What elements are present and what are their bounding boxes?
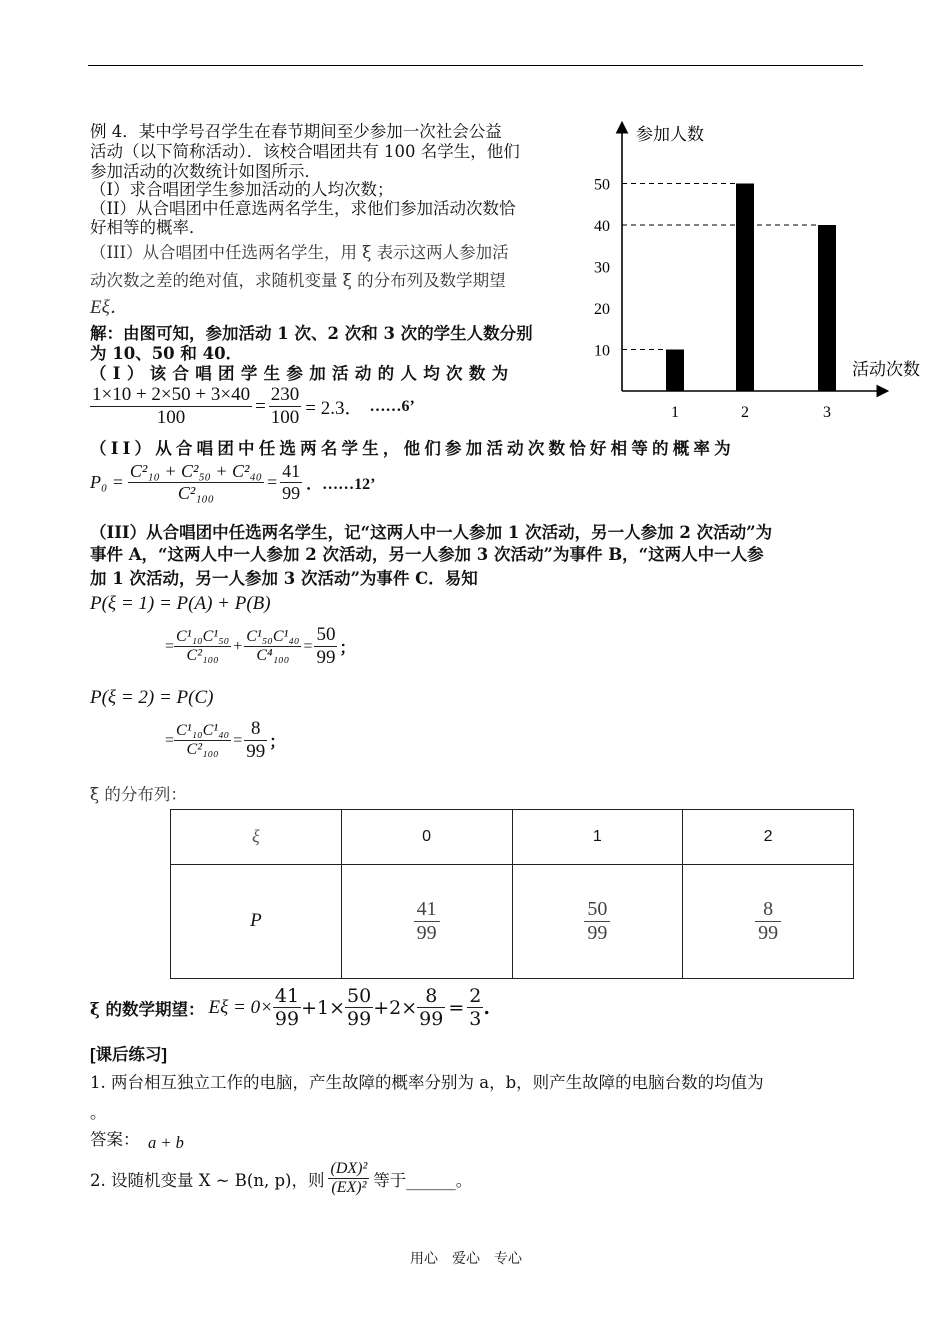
eq2-frac-num: C¹₁₀C¹₄₀: [176, 722, 230, 739]
part2-score: ．……12’: [306, 476, 376, 493]
y-axis-label: 参加人数: [636, 125, 704, 144]
prob-num: 41: [414, 898, 440, 922]
prob-den: 99: [758, 921, 779, 944]
table-cell: 0: [341, 810, 512, 865]
answer-label: 答案：: [90, 1130, 140, 1149]
eq1-frac-2: [244, 628, 301, 665]
eq1-frac-1-den: C²₁₀₀: [186, 647, 219, 664]
expect-op: +2×: [373, 996, 418, 1019]
chart-bar: [818, 225, 836, 391]
x-tick-label: 2: [741, 404, 749, 421]
exercise-2-blank: 等于______。: [373, 1170, 473, 1190]
y-tick-label: 30: [594, 259, 610, 277]
eq1-frac-2-den: C⁴₁₀₀: [256, 647, 290, 664]
part1-denominator: 100: [156, 407, 186, 428]
y-tick-label: 40: [594, 218, 610, 235]
equals-sign: =: [165, 731, 175, 749]
part1-equation: [90, 384, 415, 429]
prob-fraction: [414, 898, 440, 945]
solution-line-2: 为 10、50 和 40．: [90, 344, 243, 363]
frac-den: 99: [274, 1008, 300, 1030]
part1-result: = 2.3．: [305, 398, 364, 419]
expectation-label: ξ 的数学期望：: [90, 999, 205, 1019]
x-tick-label: 1: [671, 404, 679, 421]
exercise-2-text: 2. 设随机变量 X ~ B(n, p)，则: [90, 1170, 325, 1190]
equals-sign: =: [266, 472, 278, 492]
table-cell: 1: [512, 810, 683, 865]
distribution-table: [170, 809, 854, 979]
table-cell: [683, 864, 854, 978]
prob-fraction: [755, 898, 781, 945]
eq1-frac-1: [174, 628, 231, 665]
frac-den: 99: [419, 1008, 444, 1030]
frac-den: 99: [347, 1008, 372, 1030]
eq1-result-num: 50: [316, 624, 336, 645]
y-tick-label: 20: [594, 301, 610, 318]
prob-num: 8: [755, 898, 781, 922]
exercise-1: 1. 两台相互独立工作的电脑，产生故障的概率分别为 a，b，则产生故障的电脑台数的均值为: [90, 1073, 764, 1092]
table-cell: ξ: [171, 810, 342, 865]
expect-result: [467, 985, 483, 1030]
plus-sign: +: [233, 637, 243, 655]
answer-1: a + b: [148, 1133, 184, 1152]
problem-line-8: 动次数之差的绝对值，求随机变量 ξ 的分布列及数学期望: [90, 271, 506, 290]
part1-fraction-2: [269, 384, 302, 429]
eq1-expansion: [165, 624, 355, 669]
table-cell: [341, 864, 512, 978]
distribution-label: ξ 的分布列：: [90, 785, 187, 804]
exercise-2-den: (EX)²: [331, 1179, 367, 1196]
semicolon: ；: [339, 640, 356, 657]
equals-sign: =: [303, 637, 313, 655]
expectation-line: [90, 985, 490, 1030]
solution-line-1: 解：由图可知，参加活动 1 次、2 次和 3 次的学生人数分别: [90, 324, 533, 343]
exercise-2-fraction: [328, 1160, 369, 1197]
y-tick-label: 10: [594, 342, 610, 360]
part1-text: （I）该合唱团学生参加活动的人均次数为: [90, 364, 515, 383]
eq1-frac-1-num: C¹₁₀C¹₅₀: [176, 628, 230, 645]
frac-num: 8: [417, 985, 445, 1008]
part1-denominator-2: 100: [270, 407, 300, 428]
frac-num: 2: [469, 985, 482, 1007]
semicolon: ；: [269, 734, 286, 751]
table-cell: [512, 864, 683, 978]
eq1-frac-2-num: C¹₅₀C¹₄₀: [246, 628, 300, 645]
x-tick-label: 3: [823, 404, 831, 421]
activity-bar-chart: [580, 110, 920, 430]
equals-sign: =: [448, 996, 465, 1019]
exercise-2: [90, 1160, 472, 1197]
problem-line-5: （II）从合唱团中任意选两名学生，求他们参加活动次数恰: [90, 199, 516, 218]
period: .: [483, 996, 490, 1019]
eq2-expansion: [165, 718, 285, 763]
part3-line-2: 事件 A，“这两人中一人参加 2 次活动，另一人参加 3 次活动”为事件 B，“这两人中一人参: [90, 545, 764, 564]
part2-result-num: 41: [282, 461, 301, 481]
problem-line-9: Eξ．: [90, 297, 129, 318]
equals-sign: =: [233, 731, 243, 749]
part2-fraction: [128, 461, 264, 504]
frac-den: 3: [469, 1008, 482, 1030]
frac-num: 50: [347, 985, 372, 1007]
problem-line-1: 例 4．某中学号召学生在春节期间至少参加一次社会公益: [90, 122, 502, 141]
prob-den: 99: [587, 921, 608, 944]
part1-numerator: 1×10 + 2×50 + 3×40: [92, 384, 251, 405]
table-row: [171, 864, 854, 978]
part1-numerator-2: 230: [270, 384, 300, 405]
y-tick-label: 50: [594, 176, 610, 194]
chart-bar: [666, 350, 684, 392]
eq2-line: P(ξ = 2) = P(C): [90, 687, 214, 708]
part3-line-3: 加 1 次活动，另一人参加 3 次活动”为事件 C．易知: [90, 569, 478, 588]
eq2-result: [244, 718, 267, 763]
expect-frac-2: [345, 985, 373, 1030]
eq2-frac-den: C²₁₀₀: [186, 741, 219, 758]
chart-bar: [736, 184, 754, 392]
part1-score: ……6’: [369, 397, 415, 415]
x-axis-label: 活动次数: [852, 360, 920, 379]
exercises-heading: [课后练习]: [90, 1046, 167, 1064]
table-cell: 2: [683, 810, 854, 865]
expect-op: +1×: [301, 996, 346, 1019]
part2-result-den: 99: [282, 483, 301, 503]
problem-line-6: 好相等的概率．: [90, 218, 206, 237]
part1-fraction: [90, 384, 252, 429]
part2-lhs: P₀ =: [90, 472, 124, 492]
eq1-result-den: 99: [316, 647, 336, 668]
eq2-frac: [174, 722, 231, 759]
eq2-result-num: 8: [244, 718, 267, 741]
eq1-line: P(ξ = 1) = P(A) + P(B): [90, 593, 271, 614]
part2-equation: [90, 461, 375, 504]
page-footer: 用心 爱心 专心: [410, 1251, 522, 1267]
equals-sign: =: [255, 395, 266, 417]
table-row: [171, 810, 854, 865]
header-rule: [88, 65, 863, 66]
part3-line-1: （III）从合唱团中任选两名学生，记“这两人中一人参加 1 次活动，另一人参加 2 次活动”为: [90, 523, 773, 542]
eq2-result-den: 99: [246, 741, 266, 762]
prob-den: 99: [416, 921, 437, 944]
part2-text: （II）从合唱团中任选两名学生，他们参加活动次数恰好相等的概率为: [90, 439, 735, 458]
expect-frac-3: [417, 985, 445, 1030]
frac-num: 41: [274, 985, 300, 1007]
problem-line-4: （I）求合唱团学生参加活动的人均次数；: [90, 180, 394, 199]
part2-numerator: C²₁₀ + C²₅₀ + C²₄₀: [129, 461, 262, 481]
table-cell: P: [171, 864, 342, 978]
expect-frac-1: [273, 985, 301, 1030]
problem-line-2: 活动（以下简称活动）．该校合唱团共有 100 名学生，他们: [90, 142, 520, 161]
problem-line-3: 参加活动的次数统计如图所示．: [90, 162, 321, 181]
part2-result-fraction: [280, 461, 302, 504]
problem-line-7: （III）从合唱团中任选两名学生，用 ξ 表示这两人参加活: [90, 243, 509, 262]
eq1-result: [314, 624, 337, 669]
part2-denominator: C²₁₀₀: [177, 483, 215, 503]
exercise-1-end: 。: [90, 1103, 107, 1122]
exercise-2-num: (DX)²: [330, 1160, 368, 1177]
prob-num: 50: [584, 898, 610, 922]
expectation-lhs: Eξ = 0×: [208, 996, 273, 1018]
prob-fraction: [584, 898, 610, 945]
equals-sign: =: [165, 637, 175, 655]
